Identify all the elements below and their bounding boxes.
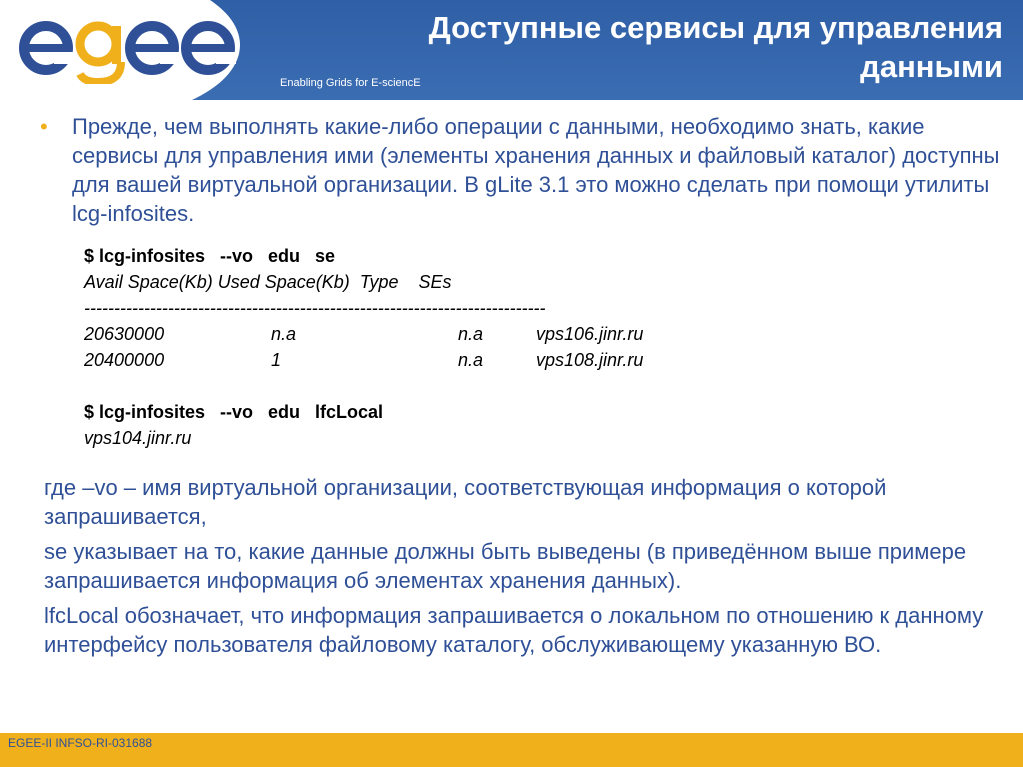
title-line-1: Доступные сервисы для управления xyxy=(428,10,1003,45)
used-space: 1 xyxy=(271,350,282,370)
slide-header xyxy=(0,0,1023,100)
output-separator: ----------------------------------------------------------------------------- xyxy=(84,298,546,318)
command-lfclocal: $ lcg-infosites --vo edu lfcLocal xyxy=(84,402,384,422)
used-space: n.a xyxy=(271,324,297,344)
type: n.a xyxy=(458,324,484,344)
se-host: vps106.jinr.ru xyxy=(536,324,644,344)
logo-letter-e2 xyxy=(130,26,180,70)
logo-letter-e3 xyxy=(186,26,236,70)
spacer xyxy=(84,373,784,399)
avail-space: 20400000 xyxy=(84,350,165,370)
explanation-lfclocal: lfcLocal обозначает, что информация запрашивается о локальном по отношению к данному интерфейсу пользователя файловому каталогу, обслуживающему указанную ВО. xyxy=(44,603,984,657)
command-example xyxy=(84,243,784,451)
output-row xyxy=(84,347,784,373)
title-line-2: данными xyxy=(860,49,1003,84)
se-host: vps108.jinr.ru xyxy=(536,350,644,370)
command-se: $ lcg-infosites --vo edu se xyxy=(84,246,336,266)
logo-letter-g xyxy=(80,26,121,82)
output-header: Avail Space(Kb) Used Space(Kb) Type SEs xyxy=(84,272,452,292)
explanation-se: se указывает на то, какие данные должны быть выведены (в приведённом выше примере запрашивается информация об элементах хранения данных). xyxy=(44,539,967,593)
footer-text: EGEE-II INFSO-RI-031688 xyxy=(8,736,153,750)
bullet-dot-icon: • xyxy=(40,114,48,139)
output-row xyxy=(84,321,784,347)
slide-footer xyxy=(0,733,1023,767)
type: n.a xyxy=(458,350,484,370)
page-title xyxy=(303,8,1003,86)
logo-letter-e1 xyxy=(24,26,74,70)
explanation-vo: где –vo – имя виртуальной организации, соответствующая информация о которой запрашивается, xyxy=(44,475,887,529)
bullet-item xyxy=(40,112,1000,228)
egee-logo xyxy=(10,4,240,84)
explanation xyxy=(44,473,1004,665)
avail-space: 20630000 xyxy=(84,324,165,344)
bullet-text: Прежде, чем выполнять какие-либо операции с данными, необходимо знать, какие сервисы для управления ими (элементы хранения данных и файловый каталог) доступны для вашей виртуальной организации. В gLite 3.1 это можно сделать при помощи утилиты lcg-infosites. xyxy=(72,114,1000,226)
output-lfc-host: vps104.jinr.ru xyxy=(84,428,192,448)
tagline: Enabling Grids for E-sciencE xyxy=(280,77,421,89)
